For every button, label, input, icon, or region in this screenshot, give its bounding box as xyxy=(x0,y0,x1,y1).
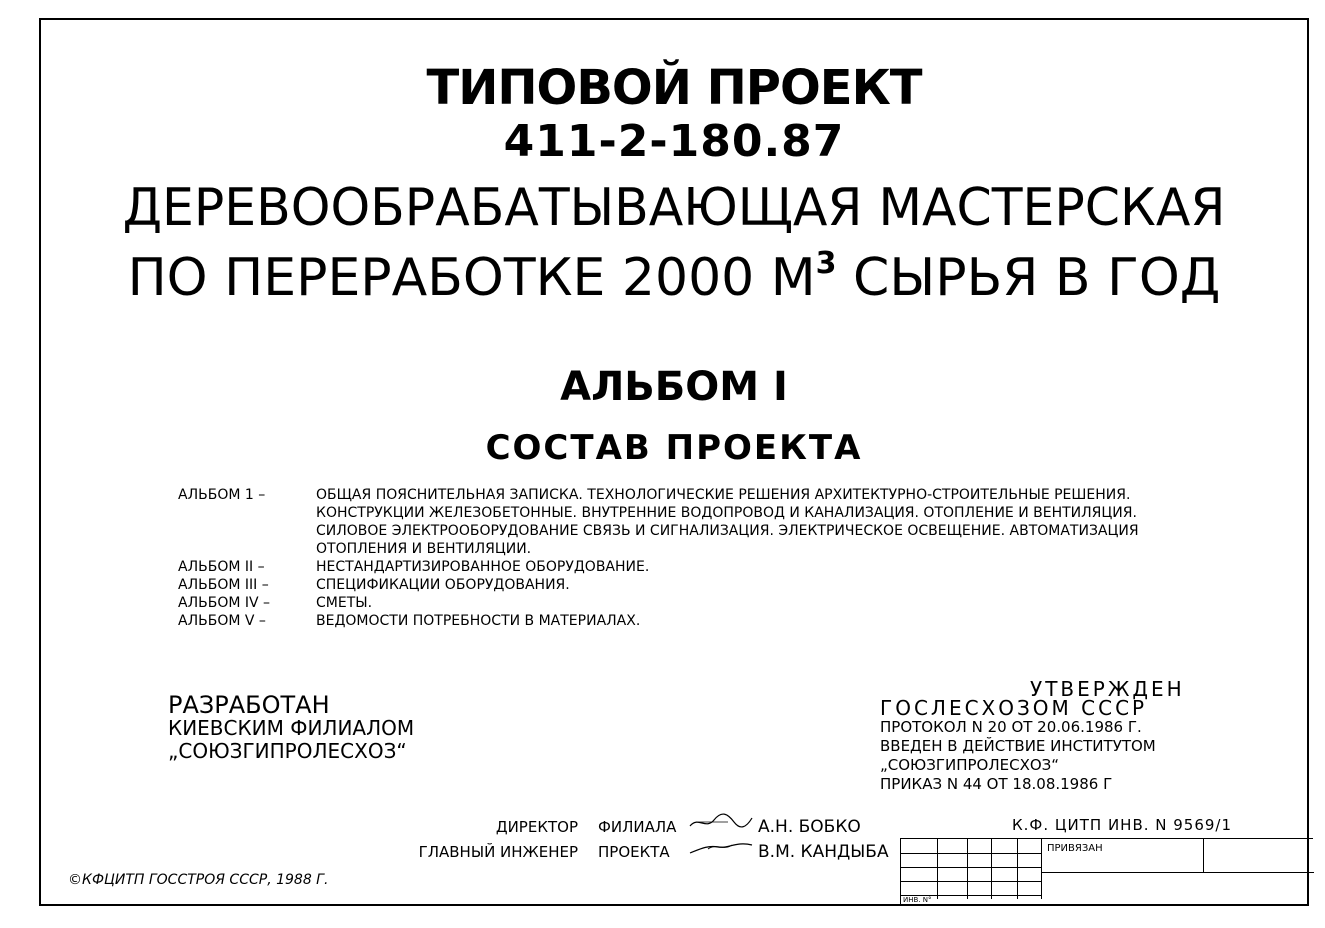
album-heading: АЛЬБОМ I xyxy=(560,364,788,410)
title-capacity-tail: СЫРЬЯ В ГОД xyxy=(853,248,1221,308)
title-workshop: ДЕРЕВООБРАБАТЫВАЮЩАЯ МАСТЕРСКАЯ xyxy=(122,178,1226,238)
album-description xyxy=(316,486,1216,558)
approved-authority: ГОСЛЕСХОЗОМ СССР xyxy=(880,696,1148,720)
album-description xyxy=(316,594,1216,612)
album-description-line: СИЛОВОЕ ЭЛЕКТРООБОРУДОВАНИЕ СВЯЗЬ И СИГНАЛИЗАЦИЯ. ЭЛЕКТРИЧЕСКОЕ ОСВЕЩЕНИЕ. АВТОМАТИЗАЦИЯ xyxy=(316,523,1139,539)
binding-stamp-table xyxy=(900,838,1313,906)
stamp-grid xyxy=(901,839,1042,899)
album-description-line: КОНСТРУКЦИИ ЖЕЛЕЗОБЕТОННЫЕ. ВНУТРЕННИЕ ВОДОПРОВОД И КАНАЛИЗАЦИЯ. ОТОПЛЕНИЕ И ВЕНТИЛЯЦИЯ. xyxy=(316,505,1137,521)
copyright-note: ©КФЦИТП ГОССТРОЯ СССР, 1988 Г. xyxy=(68,872,329,888)
privyazan-label: ПРИВЯЗАН xyxy=(1047,843,1103,854)
approved-by-block xyxy=(880,677,1185,794)
signatures-block xyxy=(418,812,889,862)
album-description xyxy=(316,558,1216,576)
project-number: 411-2-180.87 xyxy=(503,116,845,167)
approved-label: УТВЕРЖДЕН xyxy=(1030,677,1185,701)
album-label: АЛЬБОМ V – xyxy=(178,613,266,629)
list-item xyxy=(178,576,1216,594)
album-description-line: СМЕТЫ. xyxy=(316,595,373,611)
album-description-line: НЕСТАНДАРТИЗИРОВАННОЕ ОБОРУДОВАНИЕ. xyxy=(316,559,650,575)
signer-name: В.М. КАНДЫБА xyxy=(758,842,889,862)
list-item xyxy=(178,558,1216,576)
list-item xyxy=(178,594,1216,612)
contents-heading: СОСТАВ ПРОЕКТА xyxy=(485,428,863,468)
list-item xyxy=(178,486,1216,558)
album-description-line: ОБЩАЯ ПОЯСНИТЕЛЬНАЯ ЗАПИСКА. ТЕХНОЛОГИЧЕСКИЕ РЕШЕНИЯ АРХИТЕКТУРНО-СТРОИТЕЛЬНЫЕ РЕШЕНИЯ. xyxy=(316,487,1131,503)
inventory-number: К.Ф. ЦИТП ИНВ. N 9569/1 xyxy=(1012,816,1233,834)
album-label: АЛЬБОМ IV – xyxy=(178,595,271,611)
album-description-line: СПЕЦИФИКАЦИИ ОБОРУДОВАНИЯ. xyxy=(316,577,570,593)
signature-row xyxy=(418,837,889,862)
signature-row xyxy=(418,812,889,837)
album-label: АЛЬБОМ II – xyxy=(178,559,265,575)
album-contents-list xyxy=(178,486,1216,630)
signer-position: ГЛАВНЫЙ ИНЖЕНЕР xyxy=(418,843,578,861)
developed-organization: „СОЮЗГИПРОЛЕСХОЗ“ xyxy=(168,739,407,763)
enacted-by: ВВЕДЕН В ДЕЙСТВИЕ ИНСТИТУТОМ xyxy=(880,737,1156,755)
approval-protocol: ПРОТОКОЛ N 20 ОТ 20.06.1986 Г. xyxy=(880,718,1142,736)
album-description-line: ОТОПЛЕНИЯ И ВЕНТИЛЯЦИИ. xyxy=(316,541,532,557)
signer-name: А.Н. БОБКО xyxy=(758,817,861,837)
signer-org: ПРОЕКТА xyxy=(598,843,670,861)
title-capacity-superscript: 3 xyxy=(815,246,837,281)
stamp-inv-label: ИНВ. N° xyxy=(903,896,932,904)
handwritten-signature xyxy=(688,812,758,837)
signer-org: ФИЛИАЛА xyxy=(598,818,677,836)
enacting-institute: „СОЮЗГИПРОЛЕСХОЗ“ xyxy=(880,756,1060,774)
title-typical-project: ТИПОВОЙ ПРОЕКТ xyxy=(426,60,922,116)
handwritten-signature xyxy=(688,837,758,862)
album-label: АЛЬБОМ III – xyxy=(178,577,269,593)
developed-label: РАЗРАБОТАН xyxy=(168,691,330,719)
album-description xyxy=(316,576,1216,594)
album-label: АЛЬБОМ 1 – xyxy=(178,487,266,503)
list-item xyxy=(178,612,1216,630)
album-description xyxy=(316,612,1216,630)
album-description-line: ВЕДОМОСТИ ПОТРЕБНОСТИ В МАТЕРИАЛАХ. xyxy=(316,613,641,629)
order-number: ПРИКАЗ N 44 ОТ 18.08.1986 Г xyxy=(880,775,1113,793)
title-capacity xyxy=(39,246,1309,308)
developed-branch: КИЕВСКИМ ФИЛИАЛОМ xyxy=(168,716,415,740)
signer-position: ДИРЕКТОР xyxy=(495,818,578,836)
title-capacity-main: ПО ПЕРЕРАБОТКЕ 2000 М xyxy=(127,248,816,308)
developed-by-block xyxy=(168,691,415,763)
